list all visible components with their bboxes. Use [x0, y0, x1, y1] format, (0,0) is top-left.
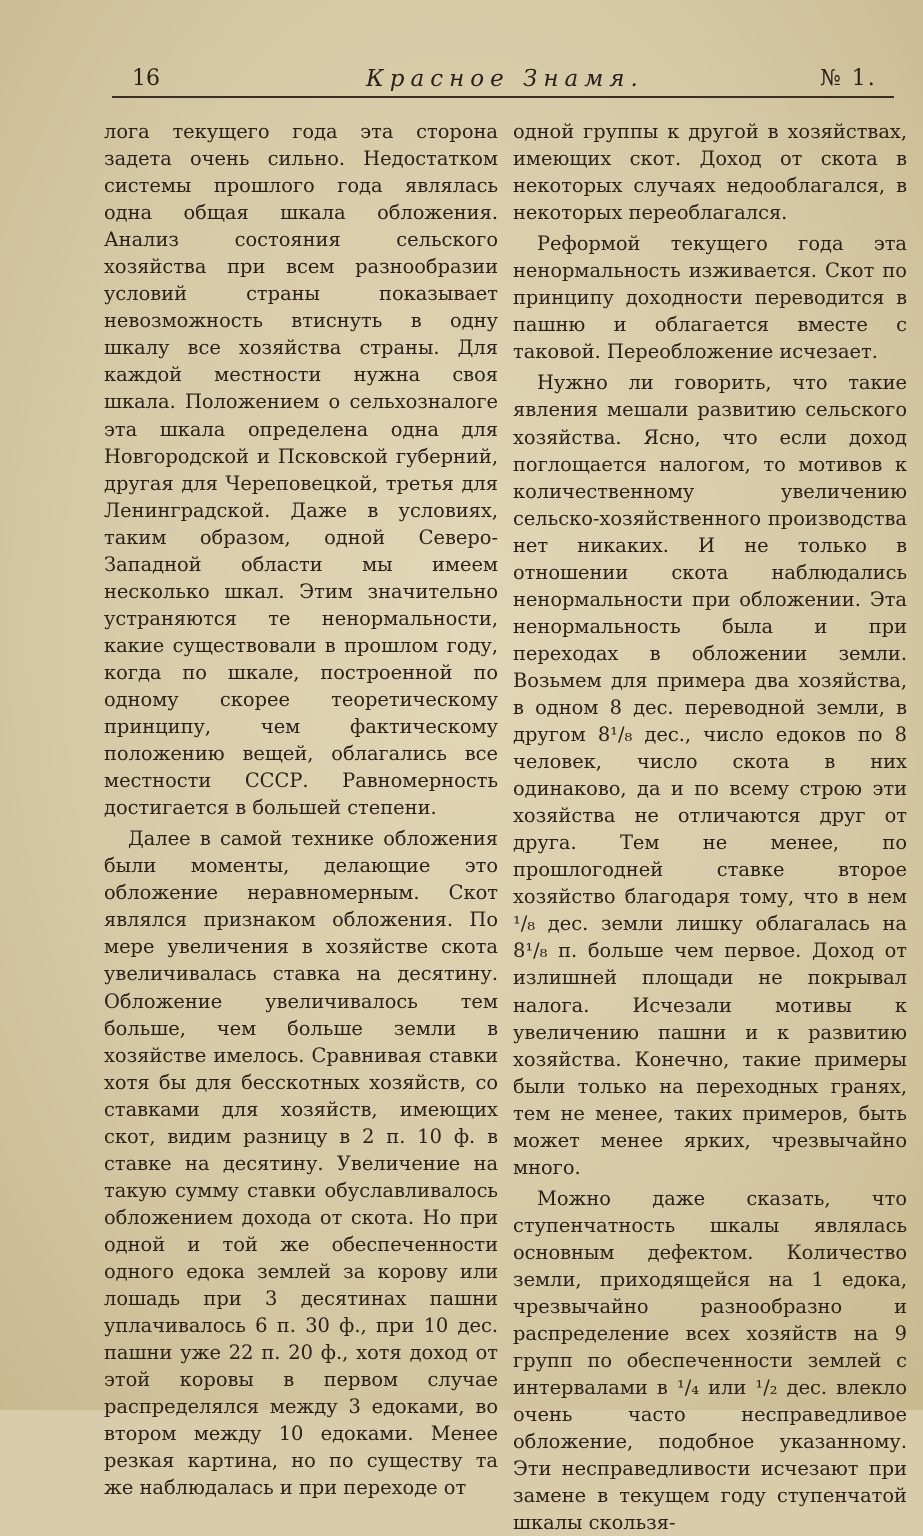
paragraph: Реформой текущего года эта ненормальность изживается. Скот по принципу доходности переводится в пашню и облагается вместе с таковой. Переобложение исчезает. [513, 232, 907, 364]
paragraph: лога текущего года эта сторона задета очень сильно. Недостатком системы прошлого года являлась одна общая шкала обложения. Анализ состояния сельского хозяйства при всем разнообразии условий страны показывает невозможность втиснуть в одну шкалу все хозяйства страны. Для каждой местности нужна своя шкала. Положением о сельхозналоге эта шкала определена одна для Новгородской и Псковской губерний, другая для Череповецкой, третья для Ленинградской. Даже в условиях, таким образом, одной Северо-Западной области мы имеем несколько шкал. Этим значительно устраняются те ненормальности, какие существовали в прошлом году, когда по шкале, построенной по одному скорее теоретическому принципу, чем фактическому положению вещей, облагались все местности СССР. Равномерность достигается в большей степени. [104, 120, 498, 820]
header-rule [112, 96, 894, 98]
page-number: 16 [132, 66, 160, 91]
paragraph: Далее в самой технике обложения были моменты, делающие это обложение неравномерным. Скот являлся признаком обложения. По мере увеличения в хозяйстве скота увеличивалась ставка на десятину. Обложение увеличивалось тем больше, чем больше земли в хозяйстве имелось. Сравнивая ставки хотя бы для бесскотных хозяйств, со ставками для хозяйств, имеющих скот, видим разницу в 2 п. 10 ф. в ставке на десятину. Увеличение на такую сумму ставки обуславливалось обложением дохода от скота. Но при одной и той же обеспеченности одного едока землей за корову или лошадь при 3 десятинах пашни уплачивалось 6 п. 30 ф., при 10 дес. пашни уже 22 п. 20 ф., хотя доход от этой коровы в первом случае распределялся между 3 едоками, во втором между 10 едоками. Менее резкая картина, но по существу та же наблюдалась и при переходе от [104, 827, 498, 1500]
publication-title: Красное Знамя. [366, 66, 644, 92]
issue-number: № 1. [820, 66, 877, 91]
paragraph: Нужно ли говорить, что такие явления мешали развитию сельского хозяйства. Ясно, что если доход поглощается налогом, то мотивов к количественному увеличению сельско-хозяйственного производства нет никаких. И не только в отношении скота наблюдались ненормальности при обложении. Эта ненормальность была и при переходах в обложении земли. Возьмем для примера два хозяйства, в одном 8 дес. переводной земли, в другом 8¹/₈ дес., число едоков по 8 человек, число скота в них одинаково, да и по всему строю эти хозяйства не отличаются друг от друга. Тем не менее, по прошлогодней ставке второе хозяйство благодаря тому, что в нем ¹/₈ дес. земли лишку облагалась на 8¹/₈ п. больше чем первое. Доход от излишней площади не покрывал налога. Исчезали мотивы к увеличению пашни и к развитию хозяйства. Конечно, такие примеры были только на переходных гранях, тем не менее, таких примеров, быть может менее ярких, чрезвычайно много. [513, 371, 907, 1179]
paragraph: одной группы к другой в хозяйствах, имеющих скот. Доход от скота в некоторых случаях недооблагался, в некоторых переоблагался. [513, 120, 907, 225]
paragraph: Можно даже сказать, что ступенчатность шкалы являлась основным дефектом. Количество земли, приходящейся на 1 едока, чрезвычайно разнообразно и распределение всех хозяйств на 9 групп по обеспеченности землей с интервалами в ¹/₄ или ¹/₂ дес. влекло очень часто несправедливое обложение, подобное указанному. Эти несправедливости исчезают при замене в текущем году ступенчатой шкалы скользя- [513, 1186, 907, 1535]
page-header [108, 60, 898, 96]
left-column [104, 118, 498, 1501]
right-column [513, 118, 907, 1536]
